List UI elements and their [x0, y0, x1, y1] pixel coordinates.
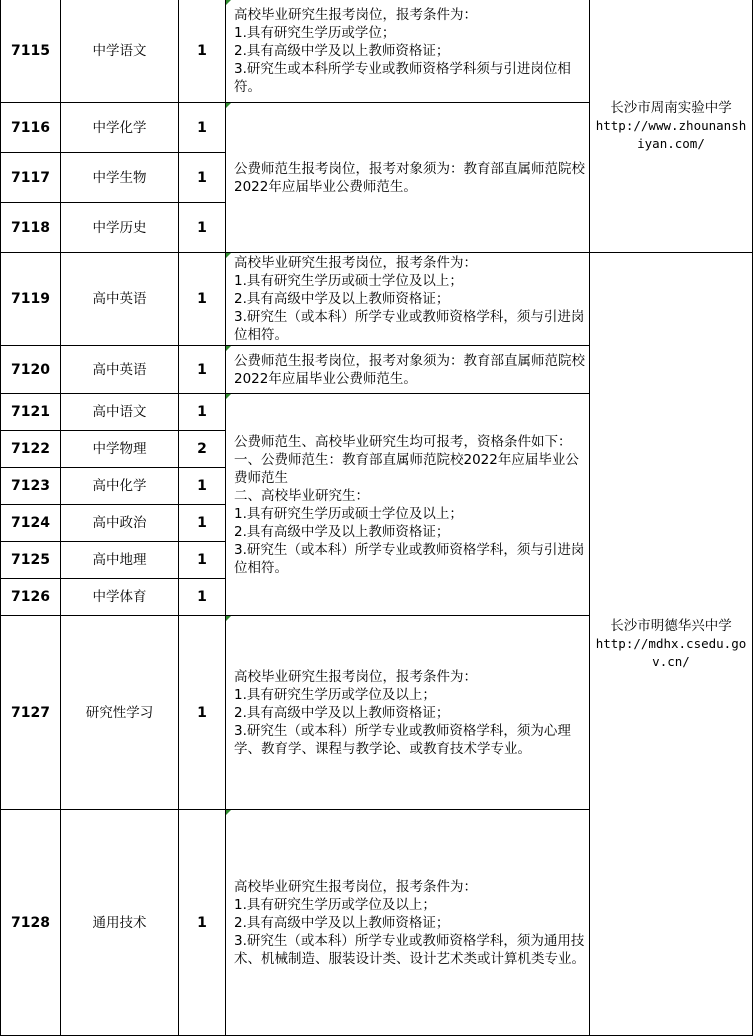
- table-row: [1, 253, 753, 346]
- requirement-line: 公费师范生、高校毕业研究生均可报考，资格条件如下：: [234, 433, 572, 450]
- position-code: 7116: [1, 103, 61, 153]
- subject: 高中地理: [61, 542, 179, 579]
- requirement-line: 1.具有研究生学历或学位及以上；: [234, 686, 436, 703]
- position-code: 7115: [1, 0, 61, 103]
- position-code: 7121: [1, 394, 61, 431]
- school-url[interactable]: http://www.zhounanshiyan.com/: [595, 118, 747, 151]
- subject: 高中化学: [61, 468, 179, 505]
- requirement-line: 2.具有高级中学及以上教师资格证；: [234, 704, 450, 721]
- school-name: 长沙市周南实验中学: [610, 100, 732, 116]
- subject: 高中英语: [61, 253, 179, 346]
- subject: 通用技术: [61, 810, 179, 1036]
- position-code: 7119: [1, 253, 61, 346]
- requirements-cell: [226, 346, 590, 394]
- requirement-line: 1.具有研究生学历或硕士学位及以上；: [234, 273, 463, 289]
- requirements-cell: [226, 103, 590, 253]
- school-name: 长沙市明德华兴中学: [610, 618, 732, 634]
- requirement-line: 一、公费师范生：教育部直属师范院校2022年应届毕业公费师范生: [234, 451, 579, 486]
- position-code: 7127: [1, 616, 61, 810]
- subject: 中学物理: [61, 431, 179, 468]
- requirements-cell: [226, 810, 590, 1036]
- requirement-line: 高校毕业研究生报考岗位，报考条件为：: [234, 878, 477, 895]
- subject: 中学语文: [61, 0, 179, 103]
- position-code: 7123: [1, 468, 61, 505]
- requirement-line: 2.具有高级中学及以上教师资格证；: [234, 291, 450, 307]
- requirements-cell: [226, 394, 590, 616]
- position-code: 7126: [1, 579, 61, 616]
- position-code: 7125: [1, 542, 61, 579]
- requirement-line: 高校毕业研究生报考岗位，报考条件为：: [234, 668, 477, 685]
- headcount: 2: [179, 431, 226, 468]
- requirement-line: 3.研究生（或本科）所学专业或教师资格学科，须为心理学、教育学、课程与教学论、或教育技术学专业。: [234, 722, 571, 757]
- requirement-line: 2.具有高级中学及以上教师资格证；: [234, 914, 450, 931]
- requirement-line: 公费师范生报考岗位，报考对象须为：教育部直属师范院校2022年应届毕业公费师范生。: [234, 352, 585, 387]
- position-code: 7117: [1, 153, 61, 203]
- headcount: 1: [179, 153, 226, 203]
- subject: 中学历史: [61, 203, 179, 253]
- position-code: 7118: [1, 203, 61, 253]
- headcount: 1: [179, 253, 226, 346]
- requirement-line: 1.具有研究生学历或学位；: [234, 25, 396, 41]
- position-code: 7124: [1, 505, 61, 542]
- headcount: 1: [179, 468, 226, 505]
- headcount: 1: [179, 346, 226, 394]
- requirement-line: 高校毕业研究生报考岗位，报考条件为：: [234, 7, 477, 23]
- school-cell: [590, 0, 753, 253]
- requirement-line: 3.研究生（或本科）所学专业或教师资格学科，须为通用技术、机械制造、服装设计类、设计艺术类或计算机类专业。: [234, 932, 585, 967]
- requirement-line: 3.研究生（或本科）所学专业或教师资格学科，须与引进岗位相符。: [234, 309, 585, 343]
- requirement-line: 2.具有高级中学及以上教师资格证；: [234, 43, 450, 59]
- headcount: 1: [179, 394, 226, 431]
- requirements-cell: [226, 0, 590, 103]
- subject: 高中政治: [61, 505, 179, 542]
- requirement-line: 公费师范生报考岗位，报考对象须为：教育部直属师范院校2022年应届毕业公费师范生。: [234, 160, 585, 195]
- headcount: 1: [179, 542, 226, 579]
- headcount: 1: [179, 579, 226, 616]
- requirements-cell: [226, 616, 590, 810]
- headcount: 1: [179, 103, 226, 153]
- position-code: 7120: [1, 346, 61, 394]
- requirement-line: 2.具有高级中学及以上教师资格证；: [234, 523, 450, 540]
- headcount: 1: [179, 505, 226, 542]
- requirement-line: 高校毕业研究生报考岗位，报考条件为：: [234, 255, 477, 271]
- subject: 高中英语: [61, 346, 179, 394]
- school-cell: [590, 253, 753, 1036]
- headcount: 1: [179, 0, 226, 103]
- table-row: [1, 0, 753, 103]
- subject: 研究性学习: [61, 616, 179, 810]
- subject: 中学体育: [61, 579, 179, 616]
- position-code: 7122: [1, 431, 61, 468]
- requirement-line: 1.具有研究生学历或硕士学位及以上；: [234, 505, 463, 522]
- subject: 高中语文: [61, 394, 179, 431]
- headcount: 1: [179, 203, 226, 253]
- subject: 中学化学: [61, 103, 179, 153]
- position-code: 7128: [1, 810, 61, 1036]
- requirement-line: 3.研究生或本科所学专业或教师资格学科须与引进岗位相符。: [234, 61, 571, 95]
- school-url[interactable]: http://mdhx.csedu.gov.cn/: [595, 636, 747, 669]
- headcount: 1: [179, 810, 226, 1036]
- requirement-line: 1.具有研究生学历或学位及以上；: [234, 896, 436, 913]
- requirement-line: 3.研究生（或本科）所学专业或教师资格学科，须与引进岗位相符。: [234, 541, 585, 576]
- headcount: 1: [179, 616, 226, 810]
- requirements-cell: [226, 253, 590, 346]
- requirement-line: 二、高校毕业研究生：: [234, 487, 369, 504]
- subject: 中学生物: [61, 153, 179, 203]
